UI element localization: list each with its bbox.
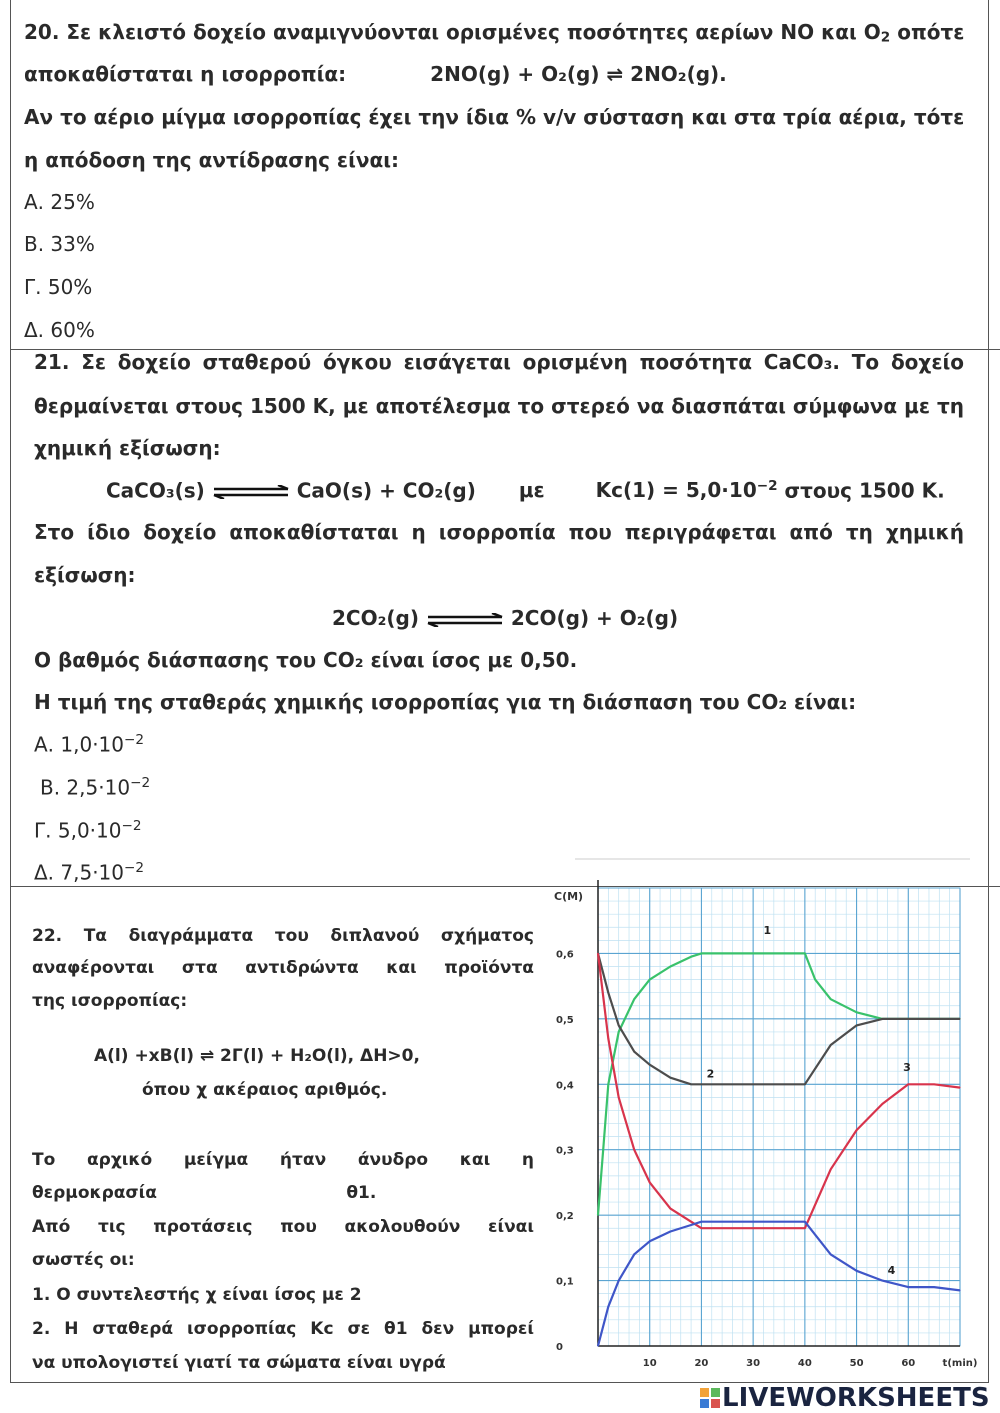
series-3-point [608,1038,609,1039]
series-3-point [804,1228,805,1229]
equilibrium-arrow-icon [426,613,504,627]
q20-line-1: 20. Σε κλειστό δοχείο αναμιγνύονται ορισμένες ποσότητες αερίων NO και $O_2$ οπότε [24,20,965,46]
q21-option-d[interactable]: Δ. $7,5\cdot 10^{-2}$ [34,860,145,885]
series-4-point [701,1221,702,1222]
q22-line-1: 22. Τα διαγράμματα του διπλανού σχήματος [32,926,534,946]
series-3-point [882,1103,883,1104]
q21-line-9: Η τιμή της σταθεράς χημικής ισορροπίας για τη διάσπαση του CO₂ είναι: [34,690,857,714]
series-2-point [908,1018,909,1019]
q21-line-6: εξίσωση: [34,563,136,587]
series-4-point [934,1287,935,1288]
q20-option-c[interactable]: Γ. 50% [24,275,93,299]
q21-option-c[interactable]: Γ. $5,0\cdot 10^{-2}$ [34,818,142,843]
series-1-point [634,999,635,1000]
q22-line-6: Το αρχικό μείγμα ήταν άνυδρο και η [32,1150,534,1170]
q21-option-a[interactable]: Α. $1,0\cdot 10^{-2}$ [34,732,145,757]
series-4-point [670,1231,671,1232]
q20-option-a[interactable]: Α. 25% [24,190,95,214]
series-3-point [701,1228,702,1229]
series-2-point [618,1025,619,1026]
x-tick-label: 10 [642,1358,657,1369]
q22-line-3: της ισορροπίας: [32,991,188,1011]
q21-equation-1: CaCO₃(s) CaO(s) + CO₂(g) με $Kc(1) = 5,0\cdot 10^{-2}$ στους 1500 Κ. [106,478,945,503]
q20-equation: 2NO(g) + O₂(g) ⇌ 2NO₂(g). [430,62,727,86]
series-2-point [804,1084,805,1085]
series-3-point [690,1221,691,1222]
series-3-point [959,1087,960,1088]
y-tick-label: 0 [556,1342,563,1353]
series-2-point [701,1084,702,1085]
q21-option-b[interactable]: Β. $2,5\cdot 10^{-2}$ [40,775,151,800]
q22-equation: Α(l) +xB(l) ⇌ 2Γ(l) + H₂O(l), ΔH>0, [94,1046,420,1066]
series-1-point [603,1149,604,1150]
series-2-point [959,1018,960,1019]
series-2-point [634,1051,635,1052]
series-4-point [908,1287,909,1288]
series-1-point [670,966,671,967]
series-2-point [856,1025,857,1026]
x-tick-label: 40 [797,1358,812,1369]
y-tick-label: 0,2 [556,1211,574,1223]
y-tick-label: 0,5 [556,1014,574,1026]
y-tick-label: 0,4 [556,1080,574,1092]
series-3-point [670,1208,671,1209]
series-4-point [856,1270,857,1271]
series-4-point [959,1290,960,1291]
series-4-point [608,1306,609,1307]
q22-statement-2-cont: να υπολογιστεί γιατί τα σώματα είναι υγρά [32,1353,446,1373]
series-1-point [649,979,650,980]
series-4-point [634,1254,635,1255]
series-3-point [649,1182,650,1183]
q20-line-3: Αν το αέριο μίγμα ισορροπίας έχει την ίδια % v/v σύσταση και στα τρία αέρια, τότε [24,105,965,129]
y-tick-label: 0,6 [556,949,574,961]
series-2-point [608,992,609,993]
liveworksheets-logo: LIVEWORKSHEETS [700,1383,990,1413]
q21-line-5: Στο ίδιο δοχείο αποκαθίσταται η ισορροπία που περιγράφεται από τη χημική [34,520,964,544]
q20-line-2: αποκαθίσταται η ισορροπία: 2NO(g) + O₂(g) ⇌ 2NO₂(g). [24,62,727,86]
series-2-point [882,1018,883,1019]
series-4-point [830,1254,831,1255]
series-4-point [804,1221,805,1222]
q21-line-2: θερμαίνεται στους 1500 Κ, με αποτέλεσμα το στερεό να διασπάται σύμφωνα με τη [34,394,964,418]
series-1-point [804,953,805,954]
q22-statement-2[interactable]: 2. Η σταθερά ισορροπίας Kc σε θ1 δεν μπορεί [32,1319,534,1339]
series-label-4: 4 [887,1264,896,1278]
series-3-point [934,1084,935,1085]
plot-area [598,888,960,1346]
series-4-point [649,1241,650,1242]
q22-line-8: Από τις προτάσεις που ακολουθούν είναι [32,1217,534,1237]
series-label-3: 3 [903,1061,911,1075]
equilibrium-arrow-icon [212,485,290,499]
series-4-point [597,1345,598,1346]
q20-line-4: η απόδοση της αντίδρασης είναι: [24,148,400,172]
y-tick-label: 0,1 [556,1276,574,1288]
page-border-left [10,0,11,1383]
q22-equation-note: όπου χ ακέραιος αριθμός. [142,1080,388,1100]
series-label-1: 1 [763,923,772,937]
series-4-point [882,1280,883,1281]
series-1-point [815,979,816,980]
x-tick-label: 30 [746,1358,761,1369]
q20-option-b[interactable]: Β. 33% [24,232,95,256]
series-1-point [830,999,831,1000]
series-3-point [856,1129,857,1130]
series-2-point [649,1064,650,1065]
q21-line-3: χημική εξίσωση: [34,436,221,460]
q20-option-d[interactable]: Δ. 60% [24,318,95,342]
series-1-point [690,956,691,957]
q21-line-8: Ο βαθμός διάσπασης του CO₂ είναι ίσος με 0,50. [34,648,578,672]
x-tick-label: 60 [901,1358,916,1369]
series-4-point [618,1280,619,1281]
series-1-point [701,953,702,954]
concentration-time-chart [550,858,980,1378]
q22-statement-1[interactable]: 1. Ο συντελεστής χ είναι ίσος με 2 [32,1285,362,1305]
page-border-right [988,0,989,1383]
x-tick-label: 50 [849,1358,864,1369]
series-3-point [830,1169,831,1170]
series-label-2: 2 [706,1067,715,1081]
q21-line-1: 21. Σε δοχείο σταθερού όγκου εισάγεται ορισμένη ποσότητα CaCO₃. Το δοχείο [34,350,964,374]
series-3-point [908,1084,909,1085]
series-1-point [618,1031,619,1032]
series-1-point [608,1084,609,1085]
series-2-point [830,1044,831,1045]
series-3-point [597,953,598,954]
series-4-point [690,1224,691,1225]
series-1-point [856,1012,857,1013]
q22-line-9: σωστές οι: [32,1250,135,1270]
x-tick-label: 20 [694,1358,709,1369]
series-3-point [634,1149,635,1150]
series-1-point [597,1215,598,1216]
q22-line-2: αναφέρονται στα αντιδρώντα και προϊόντα [32,958,534,978]
y-tick-label: 0,3 [556,1145,574,1157]
q21-equation-2: 2CO₂(g) 2CO(g) + O₂(g) [332,606,679,630]
series-3-point [618,1097,619,1098]
x-tick-label: t(min) [942,1358,978,1369]
y-axis-label: C(M) [554,890,584,903]
liveworksheets-logo-icon [700,1388,720,1408]
q22-line-7: θερμοκρασία θ1. [32,1183,377,1203]
series-2-point [690,1084,691,1085]
series-2-point [670,1077,671,1078]
series-2-point [934,1018,935,1019]
